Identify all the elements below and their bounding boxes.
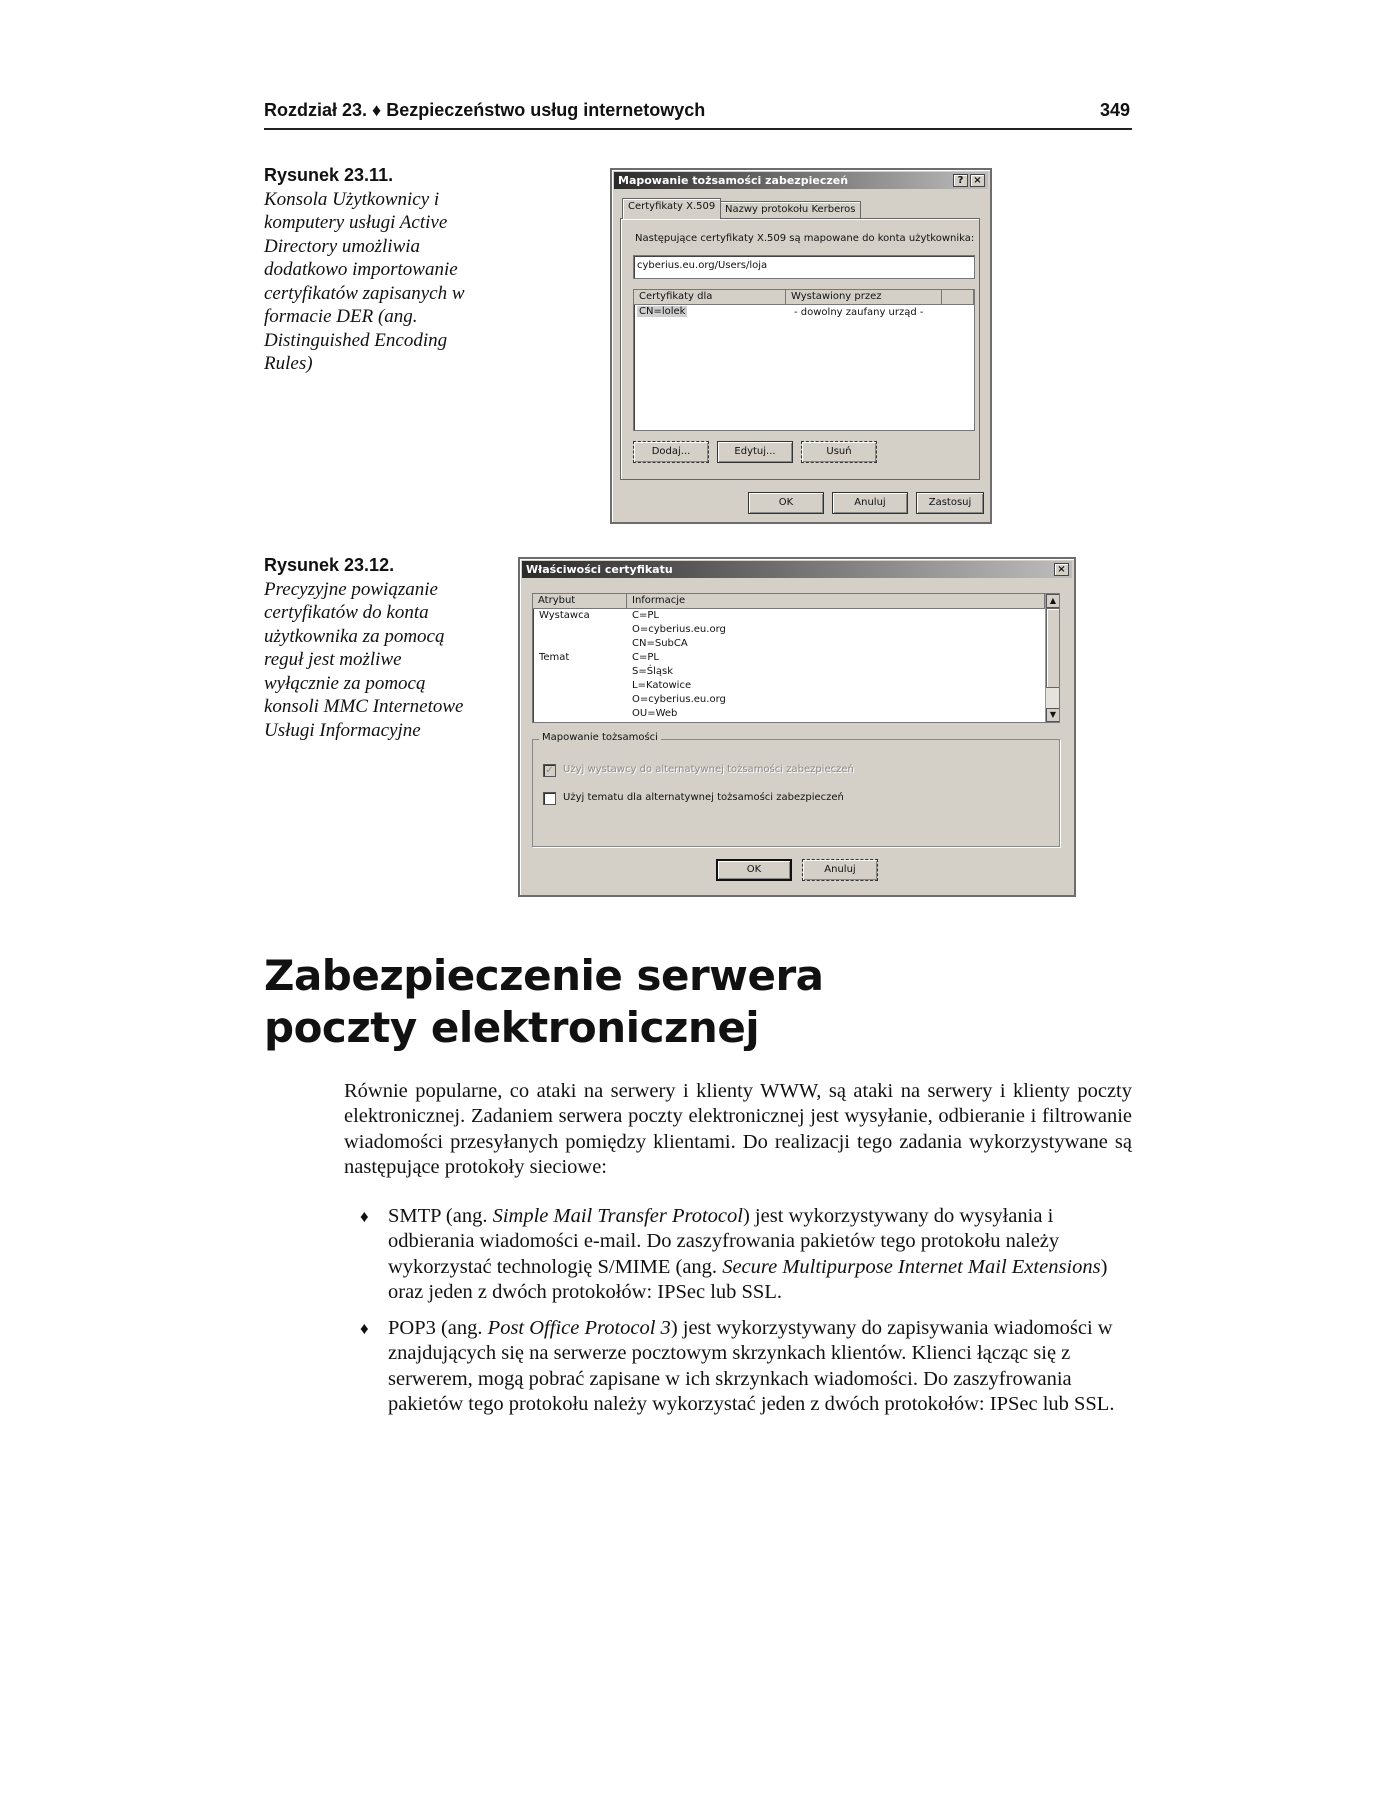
row-info: C=PL	[632, 610, 659, 621]
identity-mapping-group	[532, 732, 1060, 847]
certificate-list[interactable]	[633, 289, 975, 431]
cancel-button[interactable]: Anuluj	[832, 492, 908, 514]
figure-number: Rysunek 23.12.	[264, 555, 395, 575]
list-item[interactable]: CN=lolek	[639, 306, 686, 317]
subject-checkbox-label[interactable]: Użyj tematu dla alternatywnej tożsamości zabezpieczeń	[563, 792, 844, 803]
column-header-attribute[interactable]: Atrybut	[533, 594, 627, 609]
scroll-up-icon[interactable]: ▲	[1046, 594, 1060, 608]
row-info: CN=SubCA	[632, 638, 688, 649]
section-heading	[264, 950, 1134, 1054]
ok-button[interactable]: OK	[748, 492, 824, 514]
apply-button[interactable]: Zastosuj	[916, 492, 984, 514]
row-info: S=Śląsk	[632, 666, 673, 677]
remove-button[interactable]: Usuń	[801, 441, 877, 463]
cancel-button[interactable]: Anuluj	[802, 859, 878, 881]
add-button[interactable]: Dodaj...	[633, 441, 709, 463]
figure-caption-text: Precyzyjne powiązanie certyfikatów do konta użytkownika za pomocą reguł jest możliwe wyłącznie za pomocą konsoli MMC Internetowe Usługi Informacyjne	[264, 578, 464, 741]
row-info: O=cyberius.eu.org	[632, 624, 726, 635]
dialog-title: Właściwości certyfikatu	[526, 563, 673, 576]
row-info: L=Katowice	[632, 680, 692, 691]
figure-caption-23-11	[264, 164, 469, 376]
issuer-checkbox-label: Użyj wystawcy do alternatywnej tożsamości zabezpieczeń	[563, 764, 854, 775]
row-info: C=PL	[632, 652, 659, 663]
account-field[interactable]	[633, 255, 975, 279]
row-attribute: Wystawca	[539, 610, 590, 621]
certificate-attribute-list[interactable]	[532, 593, 1060, 723]
figure-caption-23-12	[264, 554, 469, 742]
certificate-properties-dialog	[518, 557, 1076, 897]
group-label: Mapowanie tożsamości	[539, 732, 661, 743]
row-attribute: Temat	[539, 652, 570, 663]
scroll-thumb[interactable]	[1046, 608, 1060, 688]
row-info: OU=Web	[632, 708, 678, 719]
close-icon[interactable]: ×	[970, 174, 985, 187]
ok-button[interactable]: OK	[716, 859, 792, 881]
column-header-subject[interactable]: Certyfikaty dla	[634, 290, 786, 305]
issuer-checkbox: ✓	[543, 764, 556, 777]
close-icon[interactable]: ×	[1054, 563, 1069, 576]
account-value: cyberius.eu.org/Users/loja	[637, 260, 768, 271]
edit-button[interactable]: Edytuj...	[717, 441, 793, 463]
column-header-info[interactable]: Informacje	[627, 594, 1045, 609]
bullet-icon: ♦	[360, 1319, 369, 1338]
dialog-title-bar	[522, 561, 1072, 578]
bullet-icon: ♦	[360, 1207, 369, 1226]
subject-checkbox[interactable]	[543, 792, 556, 805]
list-item-issuer: - dowolny zaufany urząd -	[794, 307, 924, 318]
column-header-issuer[interactable]: Wystawiony przez	[786, 290, 942, 305]
row-info: O=cyberius.eu.org	[632, 694, 726, 705]
heading-line-1: Zabezpieczenie serwera	[264, 951, 824, 1000]
chapter-title: Rozdział 23. ♦ Bezpieczeństwo usług internetowych	[264, 100, 706, 120]
identity-mapping-dialog	[610, 168, 992, 524]
running-header	[264, 98, 1132, 130]
list-item-smtp	[360, 1204, 1120, 1305]
help-icon[interactable]: ?	[953, 174, 968, 187]
intro-paragraph: Równie popularne, co ataki na serwery i klienty WWW, są ataki na serwery i klienty poczty elektronicznej. Zadaniem serwera poczty elektronicznej jest wysyłanie, odbieranie i filtrowanie wiadomości przesyłanych pomiędzy klientami. Do realizacji tego zadania wykorzystywane są następujące protokoły sieciowe:	[344, 1080, 1132, 1178]
column-header-empty	[942, 290, 974, 305]
bullet-text: POP3 (ang. Post Office Protocol 3) jest wykorzystywany do zapisywania wiadomości w znajdujących się na serwerze pocztowym skrzynkach klientów. Klienci łącząc się z serwerem, mogą pobrać zapisane w ich skrzynkach wiadomości. Do zaszyfrowania pakietów tego protokołu należy wykorzystać jeden z dwóch protokołów: IPSec lub SSL.	[388, 1317, 1115, 1415]
heading-line-2: poczty elektronicznej	[264, 1003, 760, 1052]
dialog-title-bar	[614, 172, 988, 189]
tab-x509[interactable]: Certyfikaty X.509	[622, 198, 721, 219]
dialog-title: Mapowanie tożsamości zabezpieczeń	[618, 174, 849, 187]
list-item-pop3	[360, 1316, 1120, 1417]
tab-kerberos[interactable]: Nazwy protokołu Kerberos	[719, 201, 861, 219]
scroll-down-icon[interactable]: ▼	[1046, 708, 1060, 722]
tab-panel	[620, 218, 980, 480]
figure-caption-text: Konsola Użytkownicy i komputery usługi Active Directory umożliwia dodatkowo importowanie certyfikatów zapisanych w formacie DER (ang. Distinguished Encoding Rules)	[264, 188, 465, 374]
page-number: 349	[1099, 100, 1130, 120]
figure-number: Rysunek 23.11.	[264, 165, 394, 185]
mapping-description: Następujące certyfikaty X.509 są mapowane do konta użytkownika:	[635, 233, 975, 244]
vertical-scrollbar[interactable]	[1045, 594, 1060, 722]
bullet-text: SMTP (ang. Simple Mail Transfer Protocol) jest wykorzystywany do wysyłania i odbierania wiadomości e-mail. Do zaszyfrowania pakietów tego protokołu należy wykorzystać technologię S/MIME (ang. Secure Multipurpose Internet Mail Extensions) oraz jeden z dwóch protokołów: IPSec lub SSL.	[388, 1205, 1108, 1303]
